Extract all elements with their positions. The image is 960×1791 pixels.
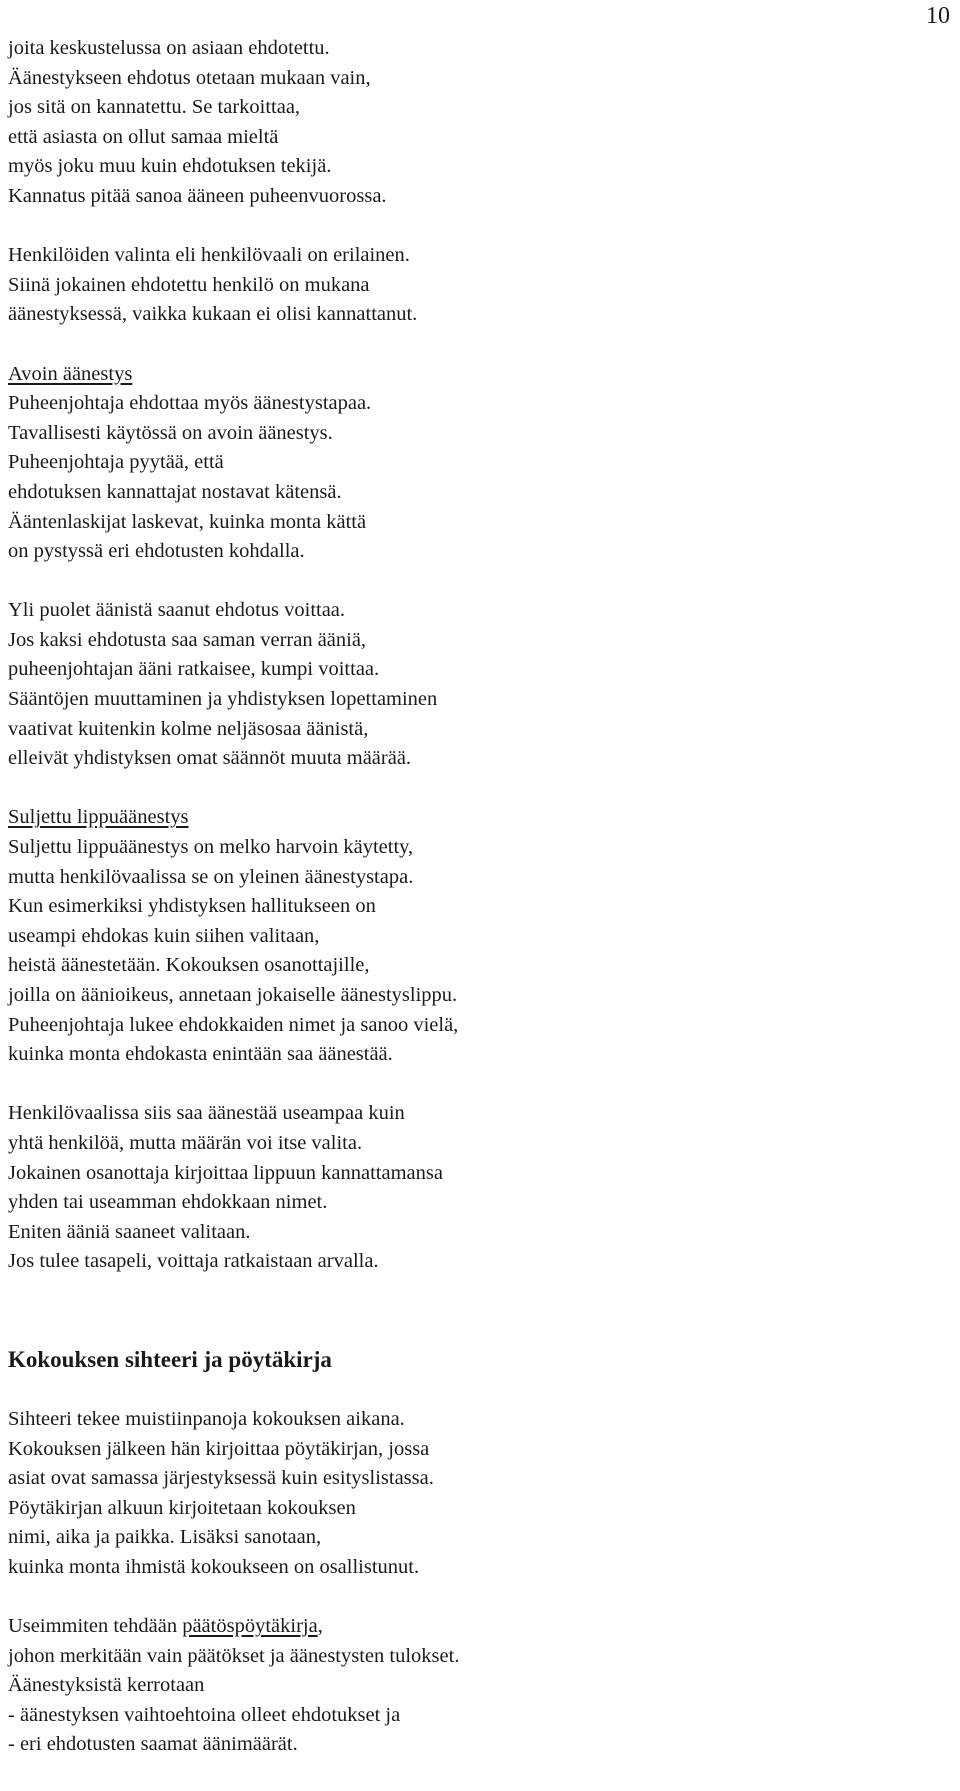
minutes-term: päätöspöytäkirja [182, 1615, 318, 1638]
text-line: Jos kaksi ehdotusta saa saman verran ääniä, [8, 628, 367, 651]
text-line: Suljettu lippuäänestys on melko harvoin käytetty, [8, 836, 414, 859]
paragraph-minutes [8, 1612, 948, 1760]
subheading-open-vote: Avoin äänestys [8, 362, 133, 385]
text-line: Sääntöjen muuttaminen ja yhdistyksen lopettaminen [8, 688, 438, 711]
text-line: Kun esimerkiksi yhdistyksen hallitukseen on [8, 895, 376, 918]
page-number: 10 [926, 3, 950, 29]
text-line: joilla on äänioikeus, annetaan jokaiselle äänestyslippu. [8, 984, 458, 1006]
text-line: Kannatus pitää sanoa ääneen puheenvuorossa. [8, 184, 387, 207]
text-line: äänestyksessä, vaikka kukaan ei olisi kannattanut. [8, 303, 418, 326]
text-line: - äänestyksen vaihtoehtoina olleet ehdotukset ja [8, 1703, 401, 1726]
text-line: - eri ehdotusten saamat äänimäärät. [8, 1733, 298, 1756]
paragraph-majority [8, 596, 948, 774]
text-line: myös joku muu kuin ehdotuksen tekijä. [8, 155, 332, 178]
document-body [8, 34, 948, 1760]
text-line: asiat ovat samassa järjestyksessä kuin esityslistassa. [8, 1467, 434, 1490]
text-line: on pystyssä eri ehdotusten kohdalla. [8, 540, 305, 563]
text-line: yhtä henkilöä, mutta määrän voi itse valita. [8, 1131, 363, 1154]
text-line: Eniten ääniä saaneet valitaan. [8, 1220, 251, 1243]
text-line: Puheenjohtaja lukee ehdokkaiden nimet ja sanoo vielä, [8, 1013, 459, 1036]
section-closed-vote [8, 803, 948, 1069]
minutes-suffix: , [317, 1615, 323, 1638]
text-line: Puheenjohtaja ehdottaa myös äänestystapaa. [8, 392, 372, 415]
text-line: kuinka monta ehdokasta enintään saa äänestää. [8, 1043, 393, 1066]
text-line: Jos tulee tasapeli, voittaja ratkaistaan arvalla. [8, 1250, 379, 1273]
text-line: Kokouksen jälkeen hän kirjoittaa pöytäkirjan, jossa [8, 1437, 430, 1460]
text-line: kuinka monta ihmistä kokoukseen on osallistunut. [8, 1555, 420, 1578]
text-line: Pöytäkirjan alkuun kirjoitetaan kokouksen [8, 1496, 356, 1519]
text-line: heistä äänestetään. Kokouksen osanottajille, [8, 954, 370, 977]
text-line: Henkilövaalissa siis saa äänestää useampaa kuin [8, 1102, 405, 1125]
text-line: Yli puolet äänistä saanut ehdotus voittaa. [8, 599, 346, 622]
paragraph-person-election [8, 241, 948, 330]
text-line: nimi, aika ja paikka. Lisäksi sanotaan, [8, 1526, 322, 1549]
text-line: Ääntenlaskijat laskevat, kuinka monta kättä [8, 510, 367, 533]
text-line: Sihteeri tekee muistiinpanoja kokouksen aikana. [8, 1407, 405, 1430]
text-line: useampi ehdokas kuin siihen valitaan, [8, 924, 320, 947]
text-line: johon merkitään vain päätökset ja äänestysten tulokset. [8, 1644, 460, 1667]
text-line [8, 1612, 948, 1642]
text-line: Tavallisesti käytössä on avoin äänestys. [8, 421, 333, 444]
text-line: Siinä jokainen ehdotettu henkilö on mukana [8, 273, 370, 296]
text-line: Äänestykseen ehdotus otetaan mukaan vain, [8, 66, 371, 89]
section-heading-secretary: Kokouksen sihteeri ja pöytäkirja [8, 1346, 332, 1372]
text-line: Puheenjohtaja pyytää, että [8, 451, 224, 474]
text-line: että asiasta on ollut samaa mieltä [8, 125, 279, 148]
text-line: vaativat kuitenkin kolme neljäsosaa äänistä, [8, 717, 369, 740]
paragraph-secretary [8, 1405, 948, 1583]
text-line: joita keskustelussa on asiaan ehdotettu. [8, 37, 330, 59]
text-line: puheenjohtajan ääni ratkaisee, kumpi voittaa. [8, 658, 380, 681]
paragraph-person-vote-rules [8, 1099, 948, 1277]
text-line: ehdotuksen kannattajat nostavat kätensä. [8, 480, 342, 503]
section-open-vote [8, 360, 948, 567]
text-line: Jokainen osanottaja kirjoittaa lippuun kannattamansa [8, 1161, 443, 1184]
text-line: Äänestyksistä kerrotaan [8, 1674, 205, 1697]
text-line: yhden tai useamman ehdokkaan nimet. [8, 1191, 328, 1214]
text-line: jos sitä on kannatettu. Se tarkoittaa, [8, 96, 301, 119]
text-line: mutta henkilövaalissa se on yleinen äänestystapa. [8, 865, 414, 888]
text-line: elleivät yhdistyksen omat säännöt muuta määrää. [8, 747, 412, 770]
minutes-prefix: Useimmiten tehdään [8, 1615, 183, 1638]
text-line: Henkilöiden valinta eli henkilövaali on erilainen. [8, 244, 410, 267]
subheading-closed-vote: Suljettu lippuäänestys [8, 806, 189, 829]
paragraph-proposals [8, 34, 948, 212]
